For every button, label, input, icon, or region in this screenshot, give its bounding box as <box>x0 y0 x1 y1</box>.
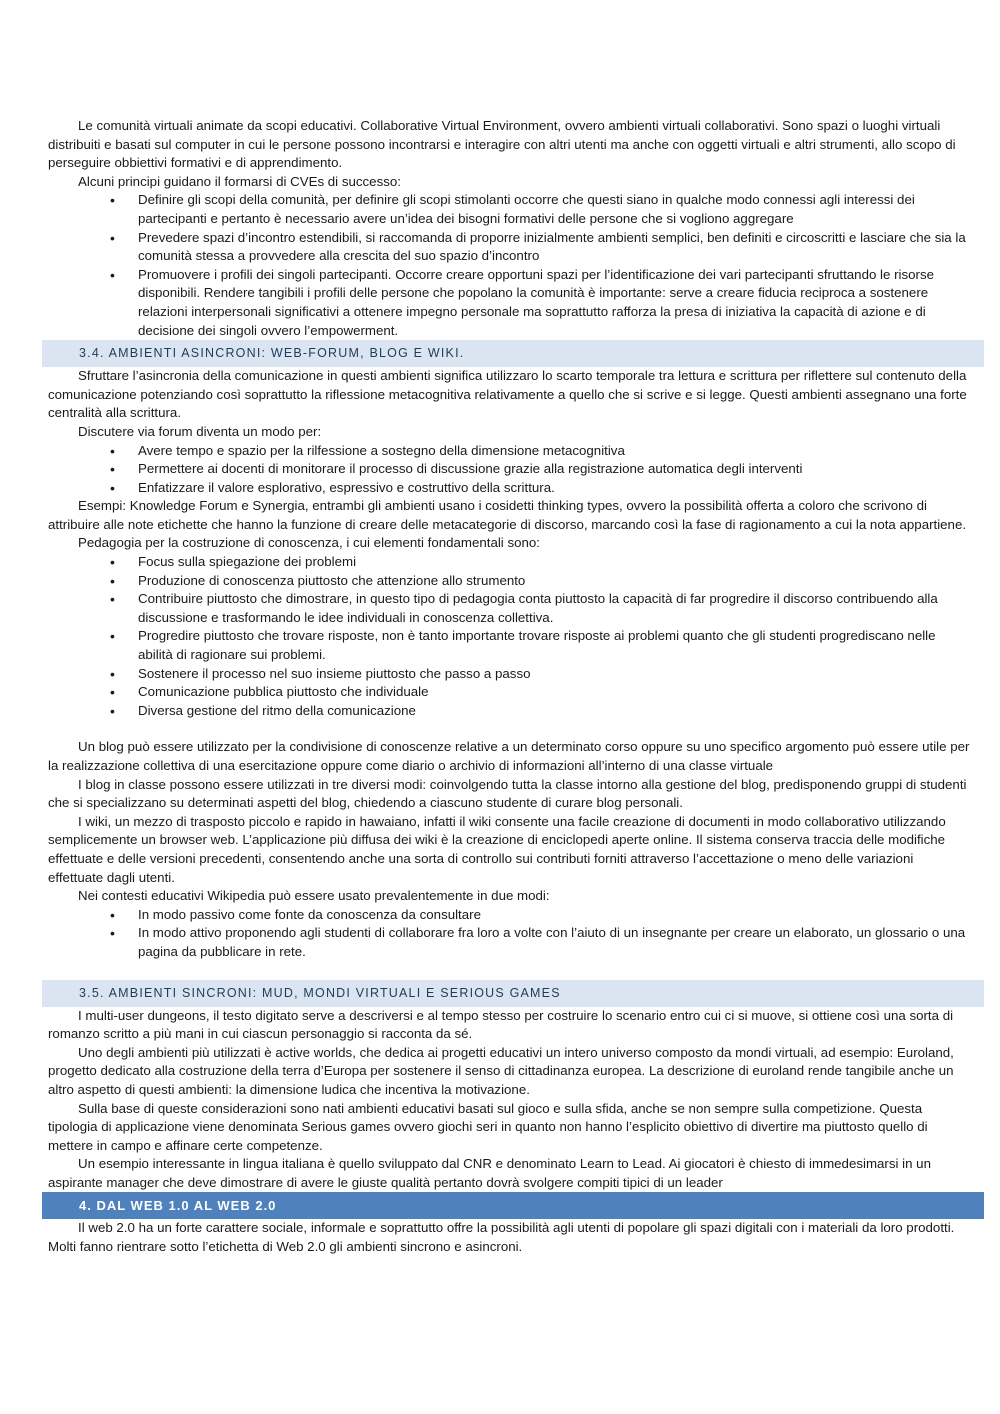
list-item: • Produzione di conoscenza piuttosto che attenzione allo strumento <box>138 572 970 591</box>
list-item: • Focus sulla spiegazione dei problemi <box>138 553 970 572</box>
list-item: • Comunicazione pubblica piuttosto che individuale <box>138 683 970 702</box>
section-heading-3-5: 3.5. AMBIENTI SINCRONI: MUD, MONDI VIRTUALI E SERIOUS GAMES <box>42 980 984 1007</box>
list-item: • Avere tempo e spazio per la rilfessione a sostegno della dimensione metacognitiva <box>138 442 970 461</box>
paragraph: I wiki, un mezzo di trasposto piccolo e rapido in hawaiano, infatti il wiki consente una facile creazione di documenti in modo collaborativo utilizzando semplicemente un browser web. L’applicazione più diffusa dei wiki è la creazione di enciclopedi aperte online. Il sistema conserva traccia delle modifiche effettuate e delle versioni precedenti, consentendo anche una sorta di controllo sui contributi forniti attraverso l’accettazione o meno delle variazioni effettuate dagli utenti. <box>48 813 946 885</box>
bullet-list <box>48 442 970 498</box>
list-item: • Definire gli scopi della comunità, per definire gli scopi stimolanti occorre che questi siano in qualche modo connessi agli interessi dei partecipanti e pertanto è necessario avere un’idea dei bisogni formativi delle persone che si vogliono aggregare <box>138 191 970 228</box>
bullet-list <box>48 191 970 340</box>
list-item: • In modo attivo proponendo agli studenti di collaborare fra loro a volte con l’aiuto di un insegnante per creare un elaborato, un glossario o una pagina da pubblicare in rete. <box>138 924 970 961</box>
bullet-list <box>48 906 970 962</box>
section-heading-4: 4. DAL WEB 1.0 AL WEB 2.0 <box>42 1192 984 1219</box>
list-item: • Diversa gestione del ritmo della comunicazione <box>138 702 970 721</box>
paragraph: Il web 2.0 ha un forte carattere sociale, informale e soprattutto offre la possibilità agli utenti di popolare gli spazi digitali con i materiali da loro prodotti. Molti fanno rientrare sotto l’etichetta di Web 2.0 gli ambienti sincrono e asincroni. <box>48 1220 955 1255</box>
spacer <box>48 720 970 738</box>
list-item: • In modo passivo come fonte da conoscenza da consultare <box>138 906 970 925</box>
paragraph: I multi-user dungeons, il testo digitato serve a descriversi e al tempo stesso per costruire lo scenario entro cui ci si muove, si ottiene così una sorta di romanzo scritto a più mani in cui ciascun personaggio si racconta da sé. <box>48 1007 954 1042</box>
paragraph: Sfruttare l’asincronia della comunicazione in questi ambienti significa utilizzaro lo scarto temporale tra lettura e scrittura per riflettere sul contenuto della comunicazione potenziando così soprattutto la riflessione metacognitiva relativamente a quello che si scrive e si legge. Questi ambienti assegnano una forte centralità alla scrittura. <box>48 368 967 421</box>
section-heading-3-4: 3.4. AMBIENTI ASINCRONI: WEB-FORUM, BLOG E WIKI. <box>42 340 984 367</box>
list-item: • Sostenere il processo nel suo insieme piuttosto che passo a passo <box>138 665 970 684</box>
paragraph: Esempi: Knowledge Forum e Synergia, entrambi gli ambienti usano i cosidetti thinking types, ovvero la possibilità offerta a coloro che scrivono di attribuire alle note etichette che hanno la funzione di creare delle metacategorie di discorso, marcando così la fase di ragionamento a cui la nota appartiene. <box>48 498 967 532</box>
paragraph: Sulla base di queste considerazioni sono nati ambienti educativi basati sul gioco e sulla sfida, anche se non sempre sulla competizione. Questa tipologia di applicazione viene denominata Serious games ovvero giochi seri in quanto non hanno l’esplicito obiettivo di divertire ma piuttosto quello di mettere in campo e affinare certe competenze. <box>48 1100 928 1153</box>
paragraph: Un blog può essere utilizzato per la condivisione di conoscenze relative a un determinato corso oppure su uno specifico argomento può essere utile per la realizzazione collettiva di una esercitazione oppure come diario o archivio di informazioni all’interno di una classe virtuale <box>48 739 970 773</box>
list-item: • Progredire piuttosto che trovare risposte, non è tanto importante trovare risposte ai problemi quanto che gli studenti progrediscano nelle abilità di ragionare sui problemi. <box>138 627 970 664</box>
list-item: • Enfatizzare il valore esplorativo, espressivo e costruttivo della scrittura. <box>138 479 970 498</box>
paragraph: Alcuni principi guidano il formarsi di CVEs di successo: <box>78 173 401 189</box>
paragraph: Nei contesti educativi Wikipedia può essere usato prevalentemente in due modi: <box>78 888 550 904</box>
bullet-list <box>48 553 970 720</box>
paragraph: Un esempio interessante in lingua italiana è quello sviluppato dal CNR e denominato Learn to Lead. Ai giocatori è chiesto di immedesimarsi in un aspirante manager che deve dimostrare di avere le giuste qualità pertanto dovrà svolgere compiti tipici di un leader <box>48 1156 931 1190</box>
paragraph: Discutere via forum diventa un modo per: <box>78 423 322 439</box>
paragraph: I blog in classe possono essere utilizzati in tre diversi modi: coinvolgendo tutta la classe intorno alla gestione del blog, predisponendo gruppi di studenti che si specializzano su determinati aspetti del blog, chiedendo a ciascuno studente di curare blog personali. <box>48 776 967 811</box>
list-item: • Permettere ai docenti di monitorare il processo di discussione grazie alla registrazione automatica degli interventi <box>138 460 970 479</box>
list-item: • Prevedere spazi d’incontro estendibili, si raccomanda di proporre inizialmente ambienti semplici, ben definiti e circoscritti e lasciare che sia la comunità stessa a provvedere alla crescita del suo spazio d’incontro <box>138 229 970 266</box>
paragraph: Le comunità virtuali animate da scopi educativi. Collaborative Virtual Environment, ovvero ambienti virtuali collaborativi. Sono spazi o luoghi virtuali distribuiti e basati sul computer in cui le persone possono incontrarsi e interagire con altri utenti ma anche con oggetti virtuali e altri strumenti, allo scopo di perseguire obbiettivi formativi e di apprendimento. <box>48 118 956 171</box>
list-item: • Promuovere i profili dei singoli partecipanti. Occorre creare opportuni spazi per l’identificazione dei vari partecipanti sfruttando le risorse disponibili. Rendere tangibili i profili delle persone che popolano la comunità è importante: serve a creare fiducia reciproca a sostenere relazioni interpersonali significativi a ottenere impegno personale ma soprattutto rafforza la presa di iniziativa la capacità di azione e di decisione dei singoli ovvero l’empowerment. <box>138 266 970 340</box>
paragraph: Pedagogia per la costruzione di conoscenza, i cui elementi fondamentali sono: <box>78 535 540 551</box>
spacer <box>48 962 970 980</box>
paragraph: Uno degli ambienti più utilizzati è active worlds, che dedica ai progetti educativi un intero universo composto da mondi virtuali, ad esempio: Euroland, progetto dedicato alla costruzione della terra d’Europa per sostenere il senso di cittadinanza europea. La descrizione di euroland rende tangibile anche un altro aspetto di questi ambienti: la dimensione ludica che incentiva la motivazione. <box>48 1044 954 1097</box>
list-item: • Contribuire piuttosto che dimostrare, in questo tipo di pedagogia conta piuttosto la capacità di far progredire il discorso contribuendo alla discussione e trasformando le idee individuali in conoscenza collettiva. <box>138 590 970 627</box>
